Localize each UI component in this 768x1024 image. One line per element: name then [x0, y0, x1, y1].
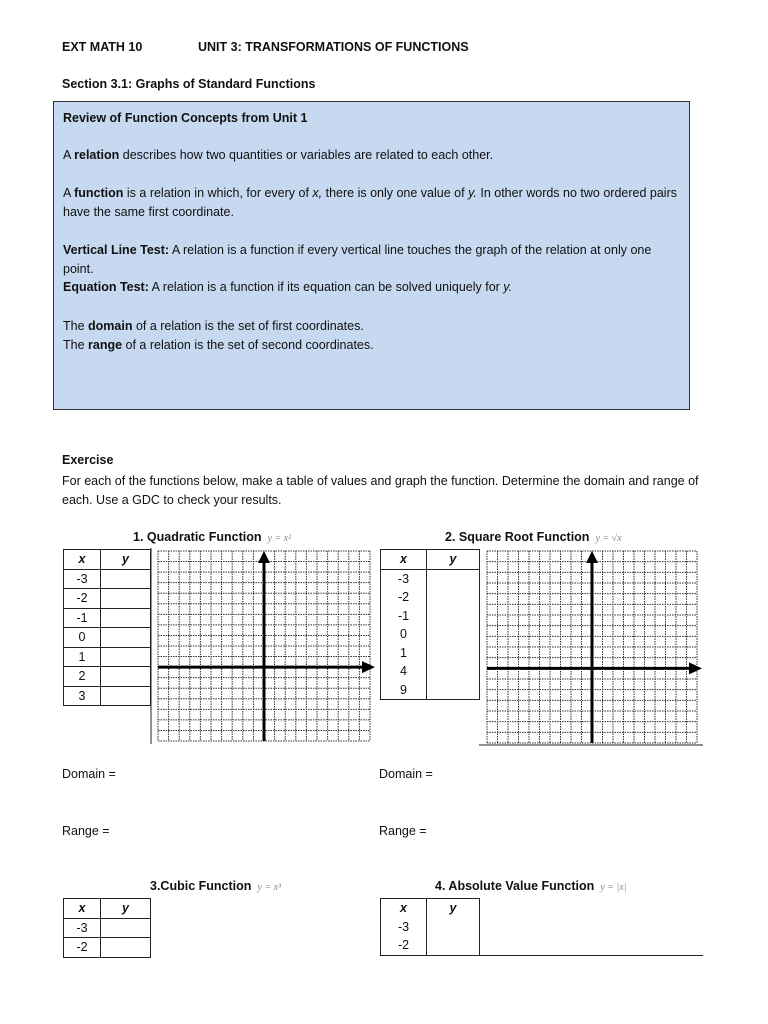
table-row: -2 [64, 938, 151, 958]
y-cell[interactable] [101, 608, 151, 628]
function-3-table [63, 898, 151, 958]
table-row: 1 [64, 647, 151, 667]
function-2-range-label: Range = [379, 824, 427, 838]
function-2-graph-grid[interactable] [479, 548, 703, 746]
y-cell[interactable] [101, 667, 151, 687]
x-axis-arrow-icon [689, 662, 702, 674]
exercise-title: Exercise [62, 453, 114, 467]
range-definition: The range of a relation is the set of second coordinates. [63, 338, 374, 352]
x-header: x [64, 550, 101, 570]
y-axis-arrow-icon [258, 551, 270, 563]
y-cell[interactable] [427, 681, 480, 700]
y-cell[interactable] [427, 662, 480, 681]
course-title: EXT MATH 10 [62, 40, 143, 54]
equation-test: Equation Test: A relation is a function if its equation can be solved uniquely for y. [63, 280, 513, 294]
y-cell[interactable] [427, 569, 480, 588]
function-4-title: 4. Absolute Value Function y = |x| [435, 879, 627, 893]
y-cell[interactable] [101, 647, 151, 667]
function-1-domain-label: Domain = [62, 767, 116, 781]
y-header: y [427, 550, 480, 570]
y-cell[interactable] [101, 686, 151, 706]
exercise-instructions: For each of the functions below, make a table of values and graph the function. Determine the domain and range of each. Use a GDC to check your results. [62, 474, 699, 507]
review-title: Review of Function Concepts from Unit 1 [63, 111, 308, 125]
review-box [53, 101, 690, 410]
y-axis-arrow-icon [586, 551, 598, 563]
y-cell[interactable] [427, 607, 480, 626]
table-row: -2 [64, 589, 151, 609]
function-2-title: 2. Square Root Function y = √x [445, 530, 622, 544]
y-cell[interactable] [101, 589, 151, 609]
y-cell[interactable] [427, 625, 480, 644]
relation-definition: A relation describes how two quantities or variables are related to each other. [63, 148, 494, 162]
function-1-graph-grid[interactable] [150, 548, 376, 744]
y-cell[interactable] [427, 644, 480, 663]
x-header: x [381, 899, 427, 918]
x-header: x [64, 899, 101, 919]
x-header: x [381, 550, 427, 570]
y-header: y [101, 550, 151, 570]
section-title: Section 3.1: Graphs of Standard Functions [62, 77, 316, 91]
y-cell[interactable] [427, 918, 480, 937]
function-4-table: x y -3 -2 [380, 898, 480, 956]
y-cell[interactable] [427, 936, 480, 955]
function-2-domain-label: Domain = [379, 767, 433, 781]
x-axis-arrow-icon [362, 661, 375, 673]
table-row: -3 [64, 569, 151, 589]
table-row: 3 [64, 686, 151, 706]
function-1-table [63, 549, 151, 706]
y-cell[interactable] [101, 918, 151, 938]
table-row: 0 [64, 628, 151, 648]
unit-title: UNIT 3: TRANSFORMATIONS OF FUNCTIONS [198, 40, 469, 54]
function-1-range-label: Range = [62, 824, 110, 838]
y-cell[interactable] [427, 588, 480, 607]
vertical-line-test: Vertical Line Test: A relation is a function if every vertical line touches the graph of the relation at only one point. [63, 243, 652, 276]
function-3-title: 3.Cubic Function y = x³ [150, 879, 282, 893]
y-header: y [427, 899, 480, 918]
function-1-title: 1. Quadratic Function y = x² [133, 530, 292, 544]
y-cell[interactable] [101, 569, 151, 589]
function-definition: A function is a relation in which, for every of x, there is only one value of y. In other words no two ordered pairs have the same first coordinate. [63, 186, 677, 219]
y-cell[interactable] [101, 628, 151, 648]
function-2-table: x y -3 -2 -1 0 1 4 9 [380, 549, 480, 700]
table-row: -1 [64, 608, 151, 628]
function-4-graph-baseline [479, 955, 703, 956]
domain-definition: The domain of a relation is the set of first coordinates. [63, 319, 364, 333]
table-row: -3 [64, 918, 151, 938]
y-cell[interactable] [101, 938, 151, 958]
table-row: 2 [64, 667, 151, 687]
y-header: y [101, 899, 151, 919]
